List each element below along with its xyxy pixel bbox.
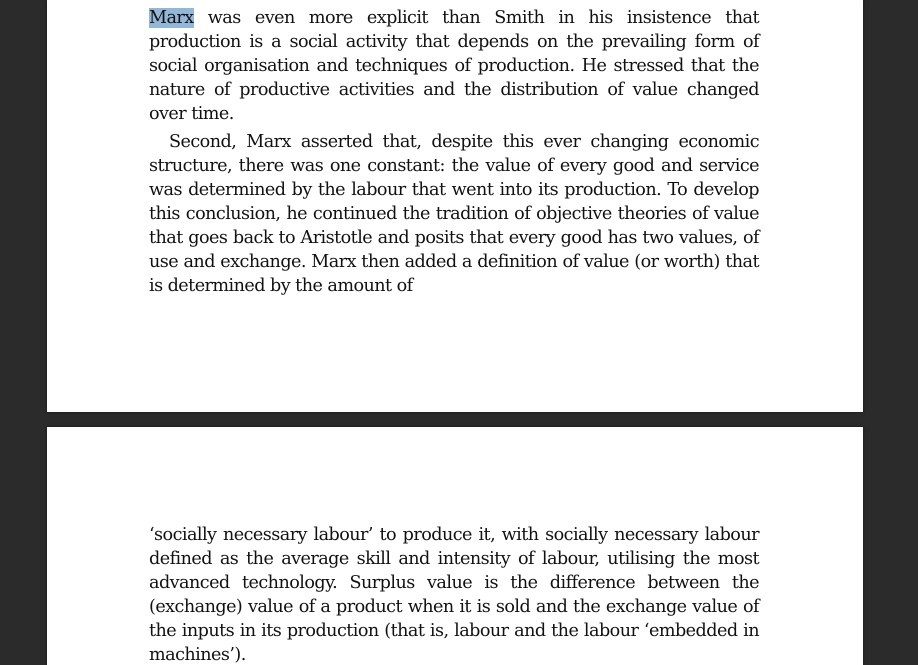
paragraph-2 bbox=[149, 130, 759, 298]
paragraph-1-text: was even more explicit than Smith in his insistence that production is a social activity that depends on the prevailing form of social organisation and techniques of production. He stressed that the nature of productive activities and the distribution of value changed over time. bbox=[149, 8, 759, 124]
selected-text[interactable]: Marx bbox=[149, 8, 194, 28]
paragraph-3 bbox=[149, 523, 759, 665]
document-page-2 bbox=[47, 427, 863, 665]
paragraph-2-text: Second, Marx asserted that, despite this ever changing economic structure, there was one constant: the value of every good and service was determined by the labour that went into its production. To develop this conclusion, he continued the tradition of objective theories of value that goes back to Aristotle and posits that every good has two values, of use and exchange. Marx then added a definition of value (or worth) that is determined by the amount of bbox=[149, 132, 759, 296]
document-page-1 bbox=[47, 0, 863, 412]
paragraph-3-text: ‘socially necessary labour’ to produce it, with socially necessary labour defined as the average skill and intensity of labour, utilising the most advanced technology. Surplus value is the difference between the (exchange) value of a product when it is sold and the exchange value of the inputs in its production (that is, labour and the labour ‘embedded in machines’). bbox=[149, 525, 759, 665]
paragraph-1 bbox=[149, 6, 759, 126]
